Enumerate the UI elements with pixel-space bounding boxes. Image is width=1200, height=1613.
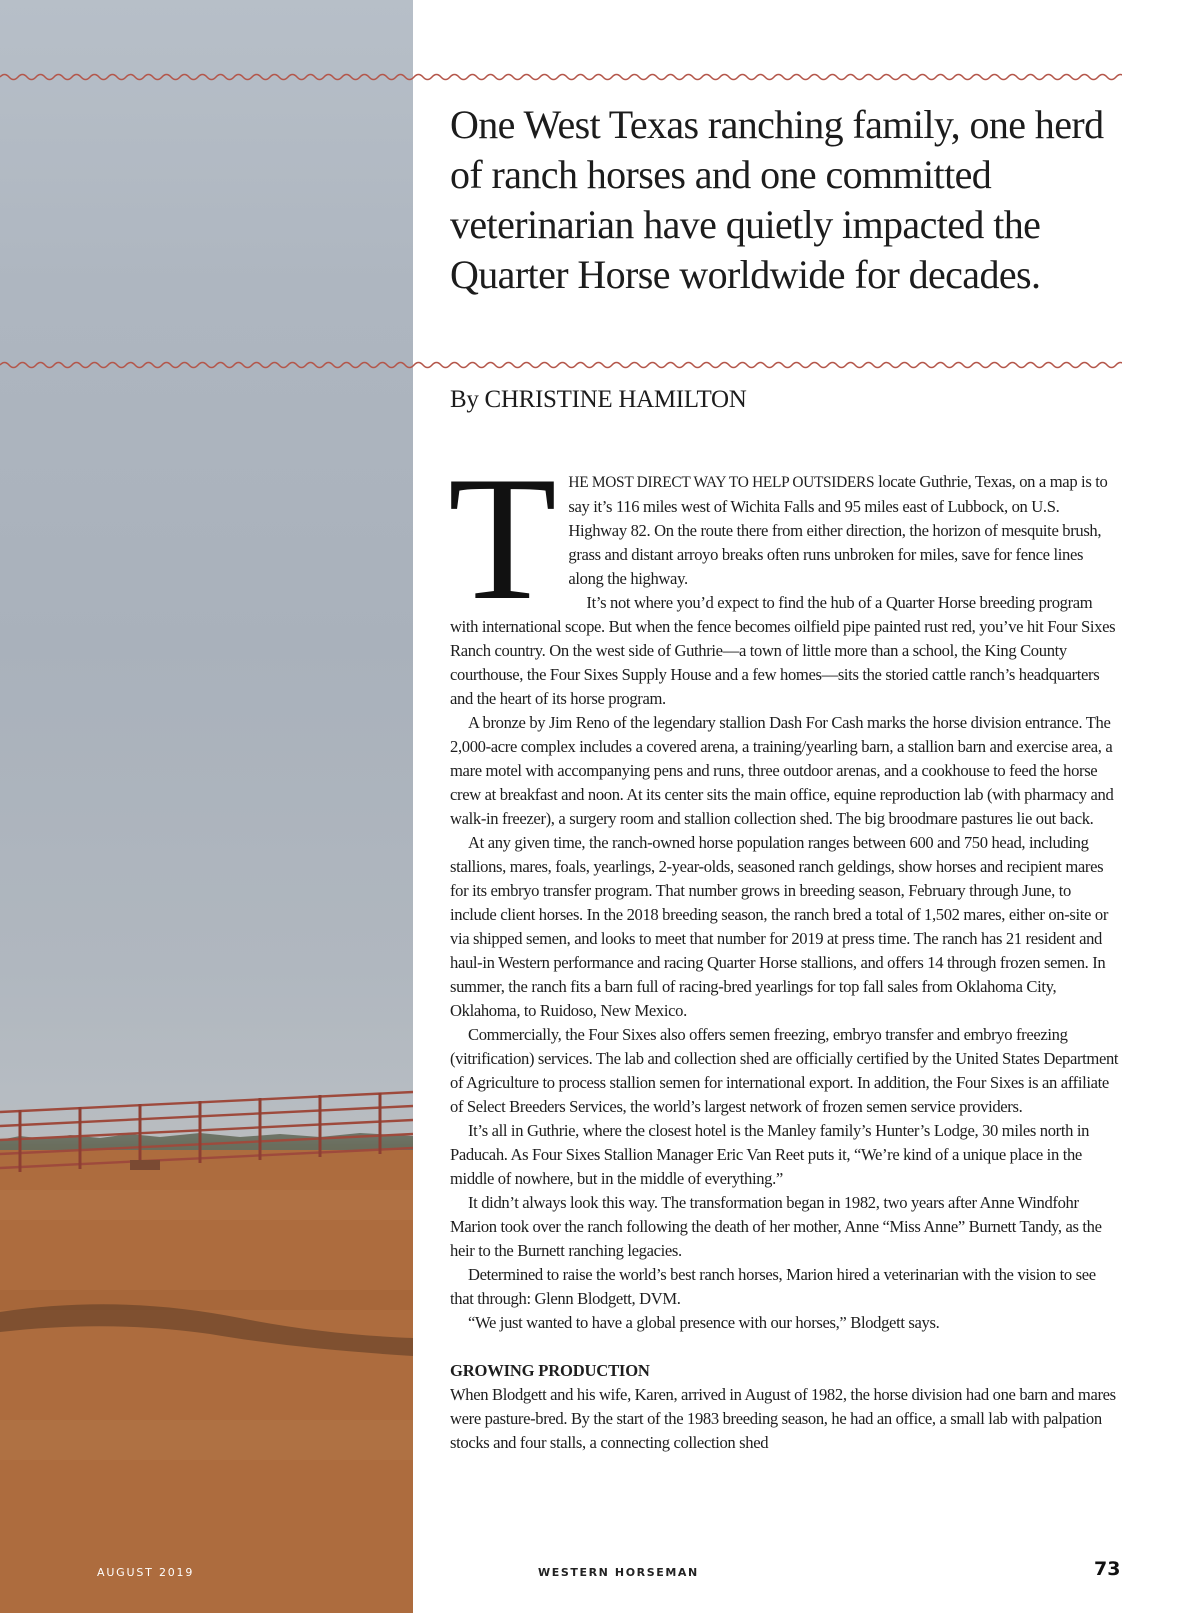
article-paragraph: It didn’t always look this way. The transformation began in 1982, two years after Anne Windfohr Marion took over the ranch following the death of her mother, Anne “Miss Anne” Burnett Tandy, as the heir to the Burnett ranching legacies.: [450, 1193, 1102, 1260]
page-number: 73: [1094, 1558, 1121, 1580]
article-paragraph: It’s not where you’d expect to find the hub of a Quarter Horse breeding program with international scope. But when the fence becomes oilfield pipe painted rust red, you’ve hit Four Sixes Ranch country. On the west side of Guthrie—a town of little more than a school, the King County courthouse, the Four Sixes Supply House and a few homes—sits the storied cattle ranch’s headquarters and the heart of its horse program.: [450, 593, 1116, 708]
top-wavy-rule: [0, 71, 1122, 83]
arena-photo: [0, 0, 413, 1613]
article-paragraph: At any given time, the ranch-owned horse population ranges between 600 and 750 head, including stallions, mares, foals, yearlings, 2-year-olds, seasoned ranch geldings, show horses and recipient mares for its embryo transfer program. That number grows in breeding season, February through June, to include client horses. In the 2018 breeding season, the ranch bred a total of 1,502 mares, either on-site or via shipped semen, and looks to meet that number for 2019 at press time. The ranch has 21 resident and haul-in Western performance and racing Quarter Horse stallions, and offers 14 through frozen semen. In summer, the ranch fits a barn full of racing-bred yearlings for top fall sales from Oklahoma City, Oklahoma, to Ruidoso, New Mexico.: [450, 833, 1108, 1020]
article-body: [448, 439, 1120, 1455]
article-paragraph: Commercially, the Four Sixes also offers semen freezing, embryo transfer and embryo freezing (vitrification) services. The lab and collection shed are officially certified by the United States Department of Agriculture to process stallion semen for international export. In addition, the Four Sixes is an affiliate of Select Breeders Services, the world’s largest network of frozen semen service providers.: [450, 1025, 1119, 1116]
first-paragraph-rest: locate Guthrie, Texas, on a map is to say it’s 116 miles west of Wichita Falls and 95 miles east of Lubbock, on U.S. Highway 82. On the route there from either direction, the horizon of mesquite brush, grass and distant arroyo breaks often runs unbroken for miles, save for fence lines along the highway.: [568, 472, 1108, 588]
arena-photo-illustration: [0, 0, 413, 1613]
byline-author: CHRISTINE HAMILTON: [484, 386, 747, 413]
article-paragraph: It’s all in Guthrie, where the closest hotel is the Manley family’s Hunter’s Lodge, 30 miles north in Paducah. As Four Sixes Stallion Manager Eric Van Reet puts it, “We’re kind of a unique place in the middle of nowhere, but in the middle of everything.”: [450, 1121, 1090, 1188]
article-paragraph: “We just wanted to have a global presence with our horses,” Blodgett says.: [468, 1313, 940, 1332]
byline: [450, 386, 747, 414]
bottom-wavy-rule: [0, 359, 1122, 371]
headline: One West Texas ranching family, one herd of ranch horses and one committed veterinarian have quietly impacted the Quarter Horse worldwide for decades.: [450, 102, 1104, 297]
section-subhead: GROWING PRODUCTION: [450, 1361, 650, 1380]
lead-in: HE MOST DIRECT WAY TO HELP OUTSIDERS: [568, 474, 875, 491]
drop-cap: T: [448, 439, 557, 637]
article-paragraph: A bronze by Jim Reno of the legendary stallion Dash For Cash marks the horse division entrance. The 2,000-acre complex includes a covered arena, a training/yearling barn, a stallion barn and exercise area, a mare motel with accompanying pens and runs, three outdoor arenas, and a cookhouse to feed the horse crew at breakfast and noon. At its center sits the main office, equine reproduction lab (with pharmacy and walk-in freezer), a surgery room and stallion collection shed. The big broodmare pastures lie out back.: [450, 713, 1114, 828]
article-paragraph-1: [448, 439, 1120, 637]
footer-publication: WESTERN HORSEMAN: [538, 1566, 699, 1579]
footer-date: AUGUST 2019: [97, 1566, 195, 1579]
byline-prefix: By: [450, 386, 479, 413]
article-paragraph: Determined to raise the world’s best ranch horses, Marion hired a veterinarian with the vision to see that through: Glenn Blodgett, DVM.: [450, 1265, 1096, 1308]
article-paragraph: When Blodgett and his wife, Karen, arrived in August of 1982, the horse division had one barn and mares were pasture-bred. By the start of the 1983 breeding season, he had an office, a small lab with palpation stocks and four stalls, a connecting collection shed: [450, 1385, 1116, 1452]
